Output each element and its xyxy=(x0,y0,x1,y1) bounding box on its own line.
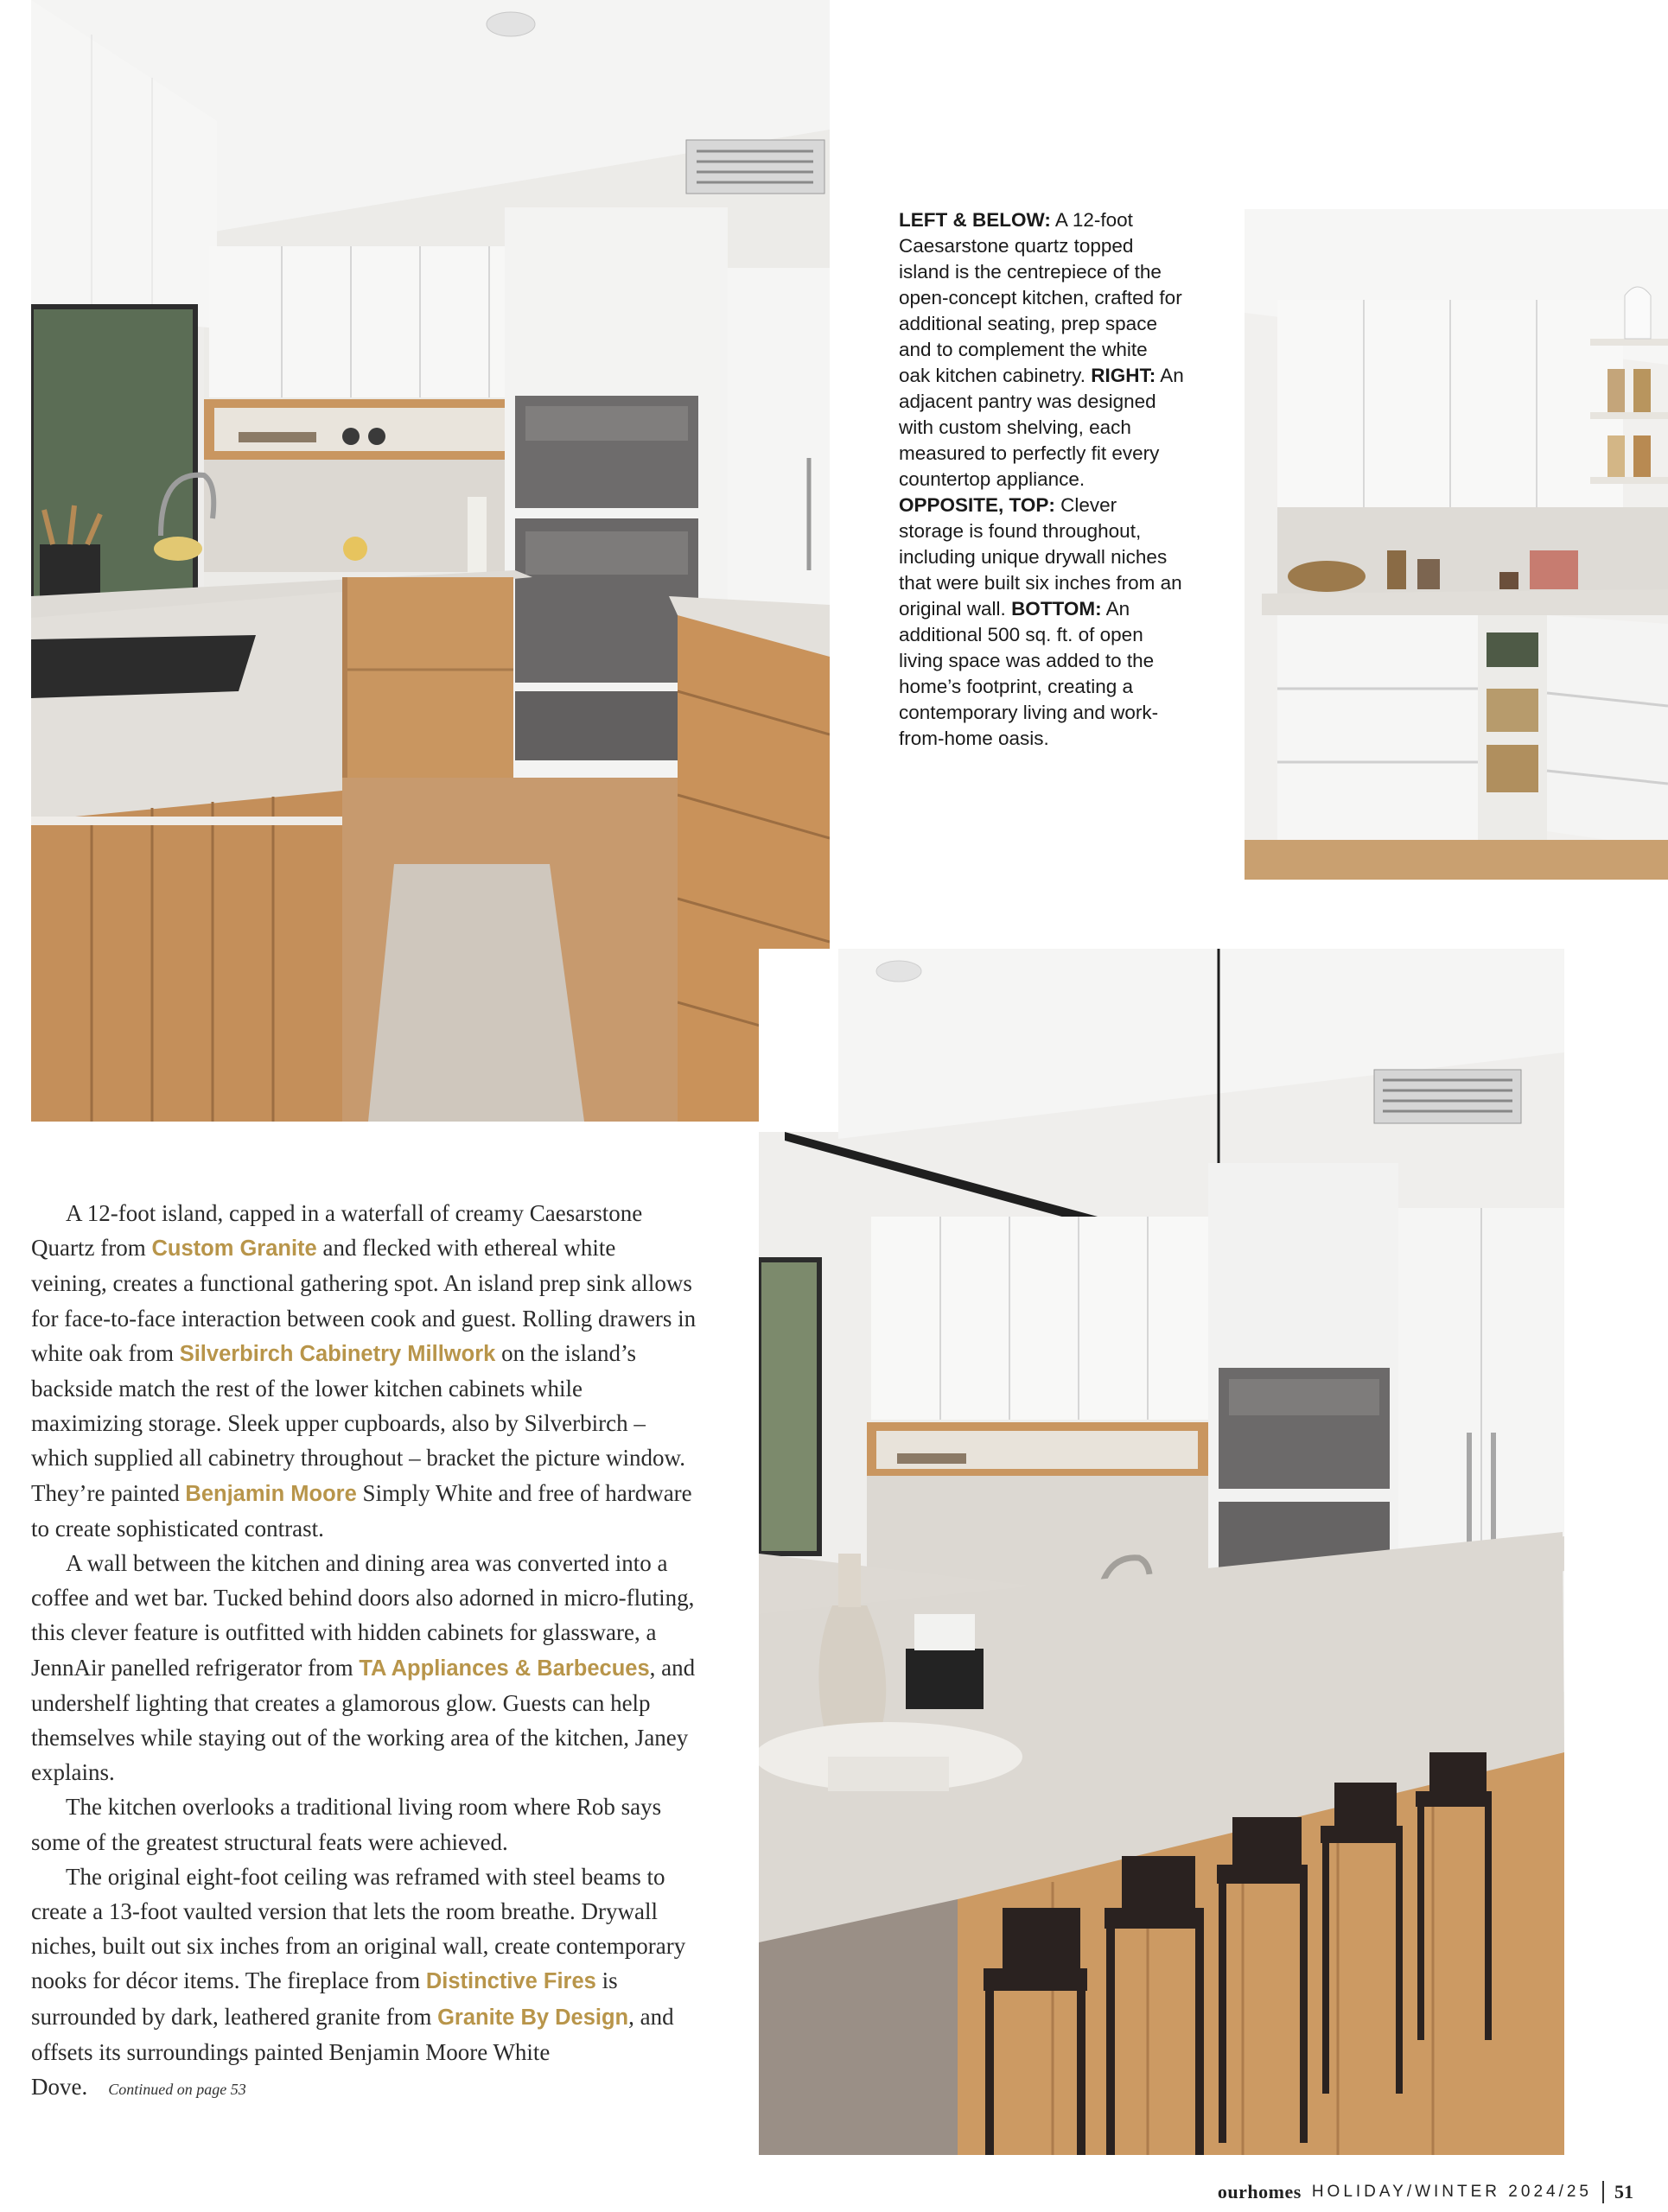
caption-text-right: An adjacent pantry was designed with custom shelving, each measured to perfectly fit every countertop appliance. xyxy=(899,365,1184,490)
text-run: A 12-foot island, capped in a waterfall of creamy Caesarstone Quartz from xyxy=(31,1200,643,1262)
caption-text-opposite-top: Clever storage is found throughout, including unique drywall niches that were built six inches from an original wall. xyxy=(899,494,1182,620)
text-run: The original eight-foot ceiling was reframed with steel beams to create a 13-foot vaulted version that lets the room breathe. Drywall niches, built out six inches from an original wall, create contemporary nooks for décor items. The fireplace from xyxy=(31,1863,686,1994)
article-paragraph xyxy=(31,1546,697,1789)
vendor-silverbirch: Silverbirch Cabinetry Millwork xyxy=(179,1341,496,1366)
caption-text-bottom: An additional 500 sq. ft. of open living space was added to the home’s footprint, creating a contemporary living and work-from-home oasis. xyxy=(899,598,1159,749)
page-number: 51 xyxy=(1614,2181,1633,2202)
pantry-photo xyxy=(1245,209,1668,880)
continued-note: Continued on page 53 xyxy=(108,2081,246,2099)
vendor-distinctive-fires: Distinctive Fires xyxy=(425,1969,596,1994)
caption-text-left-below: A 12-foot Caesarstone quartz topped island is the centrepiece of the open-concept kitchen, crafted for additional seating, prep space and to complement the white oak kitchen cabinetry. xyxy=(899,209,1182,386)
island-stools-photo xyxy=(759,949,1564,2155)
text-run: , and undershelf lighting that creates a glamorous glow. Guests can help themselves while staying out of the working area of the kitchen, Janey explains. xyxy=(31,1654,696,1786)
text-run: on the island’s backside match the rest of the lower kitchen cabinets while maximizing storage. Sleek upper cupboards, also by Silverbirch – which supplied all cabinetry throughout – bracket the picture window. They’re painted xyxy=(31,1339,686,1506)
caption-label-opposite-top: OPPOSITE, TOP: xyxy=(899,494,1055,516)
text-run: A wall between the kitchen and dining area was converted into a coffee and wet bar. Tucked behind doors also adorned in micro-fluting, this clever feature is outfitted with hidden cabinets for glassware, a JennAir panelled refrigerator from xyxy=(31,1550,695,1681)
vendor-granite-by-design: Granite By Design xyxy=(437,2005,629,2030)
text-run: is surrounded by dark, leathered granite from xyxy=(31,1967,618,2030)
article-paragraph: The kitchen overlooks a traditional living room where Rob says some of the greatest structural feats were achieved. xyxy=(31,1794,662,1855)
issue-label: HOLIDAY/WINTER 2024/25 xyxy=(1311,2183,1592,2201)
article-paragraph xyxy=(31,1196,697,1546)
text-run: Simply White and free of hardware to create sophisticated contrast. xyxy=(31,1479,692,1541)
vendor-custom-granite: Custom Granite xyxy=(151,1236,317,1262)
vendor-ta-appliances: TA Appliances & Barbecues xyxy=(359,1656,650,1681)
text-run: and flecked with ethereal white veining, creates a functional gathering spot. An island prep sink allows for face-to-face interaction between cook and guest. Rolling drawers in white oak from xyxy=(31,1235,697,1366)
caption-label-left-below: LEFT & BELOW: xyxy=(899,209,1051,231)
article-paragraph xyxy=(31,1859,697,2107)
photo-caption xyxy=(899,207,1184,752)
page-footer xyxy=(1218,2179,1633,2205)
caption-label-bottom: BOTTOM: xyxy=(1011,598,1102,620)
magazine-brand: ourhomes xyxy=(1217,2181,1302,2202)
vendor-benjamin-moore: Benjamin Moore xyxy=(185,1481,357,1506)
kitchen-photo-main xyxy=(31,0,830,1122)
text-run: , and offsets its surroundings painted Benjamin Moore White Dove. xyxy=(31,2003,674,2101)
caption-label-right: RIGHT: xyxy=(1091,365,1156,386)
article-body xyxy=(31,1196,697,2107)
footer-divider xyxy=(1602,2181,1604,2203)
